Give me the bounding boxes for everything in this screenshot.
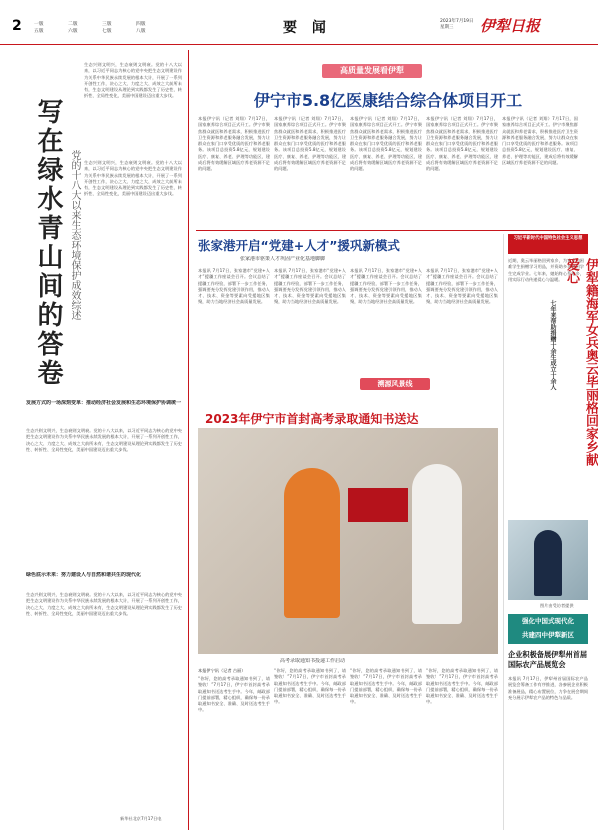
- photo-figure: [534, 530, 562, 596]
- story-title: 伊犁籍海军女兵奥云毕丽格回家乡献爱心: [564, 258, 598, 466]
- issue-date: 2023年7月19日 星期三: [440, 19, 474, 30]
- divider: [196, 230, 580, 231]
- story-title: 2023年伊宁市首封高考录取通知书送达: [205, 412, 419, 426]
- story-body: “你好，您的高考录取通知书到了，请签收！”7月17日，伊宁市首封高考录取通知书送达考生手中。今年，邮政部门提前部署，精心组织，确保每一份录取通知书安全、准确、及时送达考生手中。: [198, 676, 270, 713]
- nav-item[interactable]: 八版: [136, 29, 146, 34]
- column-divider: [188, 50, 189, 830]
- story-body: 本报讯 7月17日，张家港市“党建+人才”援疆工作座谈会召开。会议总结了援疆工作经验，部署下一步工作任务，强调要充分发挥党建引领作用，推动人才、技术、资金等要素向受援地区集聚，助力当地经济社会高质量发展。: [274, 268, 346, 305]
- story-subtitle: 张家港市驱策人才巩固产业化基地脚脚: [240, 256, 326, 262]
- nav-item[interactable]: 一版: [34, 22, 44, 27]
- story-body: 本报讯 7月17日，张家港市“党建+人才”援疆工作座谈会召开。会议总结了援疆工作经验，部署下一步工作任务，强调要充分发挥党建引领作用，推动人才、技术、资金等要素向受援地区集聚，助力当地经济社会高质量发展。: [350, 268, 422, 305]
- photo-figure: [412, 464, 462, 624]
- news-photo: [198, 428, 498, 654]
- story-body: 近期，奥云毕丽格回到家乡，为家乡的困难学生捐赠学习用品，并资助多名贫困学生完成学业。七年来，她始终心系家乡，用实际行动传递爱心与温暖。: [508, 258, 584, 282]
- story-body: “你好，您的高考录取通知书到了，请签收！”7月17日，伊宁市首封高考录取通知书送达考生手中。今年，邮政部门提前部署，精心组织，确保每一份录取通知书安全、准确、及时送达考生手中。: [274, 668, 346, 705]
- section-banner: 高质量发展看伊犁: [322, 64, 422, 78]
- photo-caption: 高考录取通知书投递工作启动: [280, 658, 346, 664]
- section-banner: 强化中国式现代化 共建四中伊犁新区: [508, 614, 588, 644]
- nav-item[interactable]: 六版: [68, 29, 78, 34]
- story-body: 本报伊宁讯（记者 刘翔）7月17日，国家康养综合项目正式开工。伊宁市聚焦群众就医和养老需求，积极推进医疗卫生资源和养老服务融合发展，努力让群众在家门口享受优质的医疗和养老服务。该项目总投资5.8亿元，规划建设医疗、康复、养老、护理等功能区，建成后将有效缓解区域医疗养老资源不足的问题。: [274, 116, 346, 172]
- byline: 本报伊宁讯（记者 古丽）: [198, 668, 246, 673]
- story-title: 伊宁市5.8亿医康结合综合体项目开工: [253, 91, 523, 110]
- story-body: 本报伊宁讯（记者 刘翔）7月17日，国家康养综合项目正式开工。伊宁市聚焦群众就医和养老需求，积极推进医疗卫生资源和养老服务融合发展，努力让群众在家门口享受优质的医疗和养老服务。该项目总投资5.8亿元，规划建设医疗、康复、养老、护理等功能区，建成后将有效缓解区域医疗养老资源不足的问题。: [350, 116, 422, 172]
- topic-badge: 习近平新时代中国特色社会主义思想: [508, 234, 588, 254]
- story-title: 张家港开启“党建+人才”援巩新模式: [198, 238, 400, 253]
- newspaper-logo: 伊犁日报: [480, 17, 541, 35]
- story-body: 本报伊宁讯（记者 刘翔）7月17日，国家康养综合项目正式开工。伊宁市聚焦群众就医和养老需求，积极推进医疗卫生资源和养老服务融合发展，努力让群众在家门口享受优质的医疗和养老服务。该项目总投资5.8亿元，规划建设医疗、康复、养老、护理等功能区，建成后将有效缓解区域医疗养老资源不足的问题。: [426, 116, 498, 172]
- story-title: 企业积极备展伊犁州首届国际农产品展览会: [508, 650, 588, 669]
- news-photo: [508, 520, 588, 600]
- column-divider: [503, 234, 504, 830]
- story-body: 本报讯 7月17日，伊犁州首届国际农产品展览会筹备工作有序推进，各参展企业积极准备展品，精心布置展位，力争在展会期间充分展示伊犁农产品的特色与品质。: [508, 676, 588, 700]
- story-body: “你好，您的高考录取通知书到了，请签收！”7月17日，伊宁市首封高考录取通知书送达考生手中。今年，邮政部门提前部署，精心组织，确保每一份录取通知书安全、准确、及时送达考生手中。: [350, 668, 422, 705]
- story-subtitle: 七年来帮助捐赠十余生成立十余人: [549, 300, 556, 390]
- story-body: 本报讯 7月17日，张家港市“党建+人才”援疆工作座谈会召开。会议总结了援疆工作经验，部署下一步工作任务，强调要充分发挥党建引领作用，推动人才、技术、资金等要素向受援地区集聚，助力当地经济社会高质量发展。: [426, 268, 498, 305]
- nav-item[interactable]: 四版: [136, 22, 146, 27]
- nav-item[interactable]: 七版: [102, 29, 112, 34]
- photo-figure: [284, 468, 340, 618]
- lead-body-4: 生态兴则文明兴，生态衰则文明衰。党的十八大以来，以习近平同志为核心的党中央把生态文明建设作为关系中华民族永续发展的根本大计，开展了一系列开创性工作，决心之大、力度之大、成效之大前所未有，生态文明建设从理论到实践都发生了历史性、转折性、全局性变化，美丽中国建设迈出重大步伐。: [26, 592, 182, 616]
- story-body: 本报伊宁讯（记者 刘翔）7月17日，国家康养综合项目正式开工。伊宁市聚焦群众就医和养老需求，积极推进医疗卫生资源和养老服务融合发展，努力让群众在家门口享受优质的医疗和养老服务。该项目总投资5.8亿元，规划建设医疗、康复、养老、护理等功能区，建成后将有效缓解区域医疗养老资源不足的问题。: [198, 116, 270, 172]
- nav-item[interactable]: 五版: [34, 29, 44, 34]
- lead-subtitle: 党的十八大以来生态环境保护成效综述: [69, 150, 80, 320]
- section-title: 要 闻: [283, 20, 331, 36]
- page-number: 2: [12, 18, 22, 34]
- edition-nav: [34, 20, 244, 34]
- page-header: [0, 0, 598, 45]
- envelope: [348, 488, 408, 522]
- story-body: 本报伊宁讯（记者 刘翔）7月17日，国家康养综合项目正式开工。伊宁市聚焦群众就医和养老需求，积极推进医疗卫生资源和养老服务融合发展，努力让群众在家门口享受优质的医疗和养老服务。该项目总投资5.8亿元，规划建设医疗、康复、养老、护理等功能区，建成后将有效缓解区域医疗养老资源不足的问题。: [502, 116, 578, 166]
- nav-item[interactable]: 二版: [68, 22, 78, 27]
- lead-body-3: 生态兴则文明兴，生态衰则文明衰。党的十八大以来，以习近平同志为核心的党中央把生态文明建设作为关系中华民族永续发展的根本大计，开展了一系列开创性工作，决心之大、力度之大、成效之大前所未有，生态文明建设从理论到实践都发生了历史性、转折性、全局性变化，美丽中国建设迈出重大步伐。: [26, 428, 182, 452]
- lead-body-1: 生态兴则文明兴，生态衰则文明衰。党的十八大以来，以习近平同志为核心的党中央把生态文明建设作为关系中华民族永续发展的根本大计，开展了一系列开创性工作，决心之大、力度之大、成效之大前所未有，生态文明建设从理论到实践都发生了历史性、转折性、全局性变化，美丽中国建设迈出重大步伐。: [84, 62, 182, 99]
- story-body: 本报讯 7月17日，张家港市“党建+人才”援疆工作座谈会召开。会议总结了援疆工作经验，部署下一步工作任务，强调要充分发挥党建引领作用，推动人才、技术、资金等要素向受援地区集聚，助力当地经济社会高质量发展。: [198, 268, 270, 305]
- lead-title: 写在绿水青山间的答卷: [33, 98, 63, 388]
- story-body: “你好，您的高考录取通知书到了，请签收！”7月17日，伊宁市首封高考录取通知书送达考生手中。今年，邮政部门提前部署，精心组织，确保每一份录取通知书安全、准确、及时送达考生手中。: [426, 668, 498, 705]
- byline: 新华社北京7月17日电: [120, 816, 162, 821]
- section-heading: 绿色底示未来：努力建设人与自然和谐共生的现代化: [26, 572, 142, 578]
- section-heading: 发展方式的一场深刻变革：推动经济社会发展和生态环境保护协调统一: [26, 400, 182, 406]
- nav-item[interactable]: 三版: [102, 22, 112, 27]
- lead-body-2: 生态兴则文明兴，生态衰则文明衰。党的十八大以来，以习近平同志为核心的党中央把生态文明建设作为关系中华民族永续发展的根本大计，开展了一系列开创性工作，决心之大、力度之大、成效之大前所未有，生态文明建设从理论到实践都发生了历史性、转折性、全局性变化，美丽中国建设迈出重大步伐。: [84, 160, 182, 197]
- section-banner: 溯源风景线: [360, 378, 430, 390]
- photo-caption: 图片由受访者提供: [540, 603, 574, 608]
